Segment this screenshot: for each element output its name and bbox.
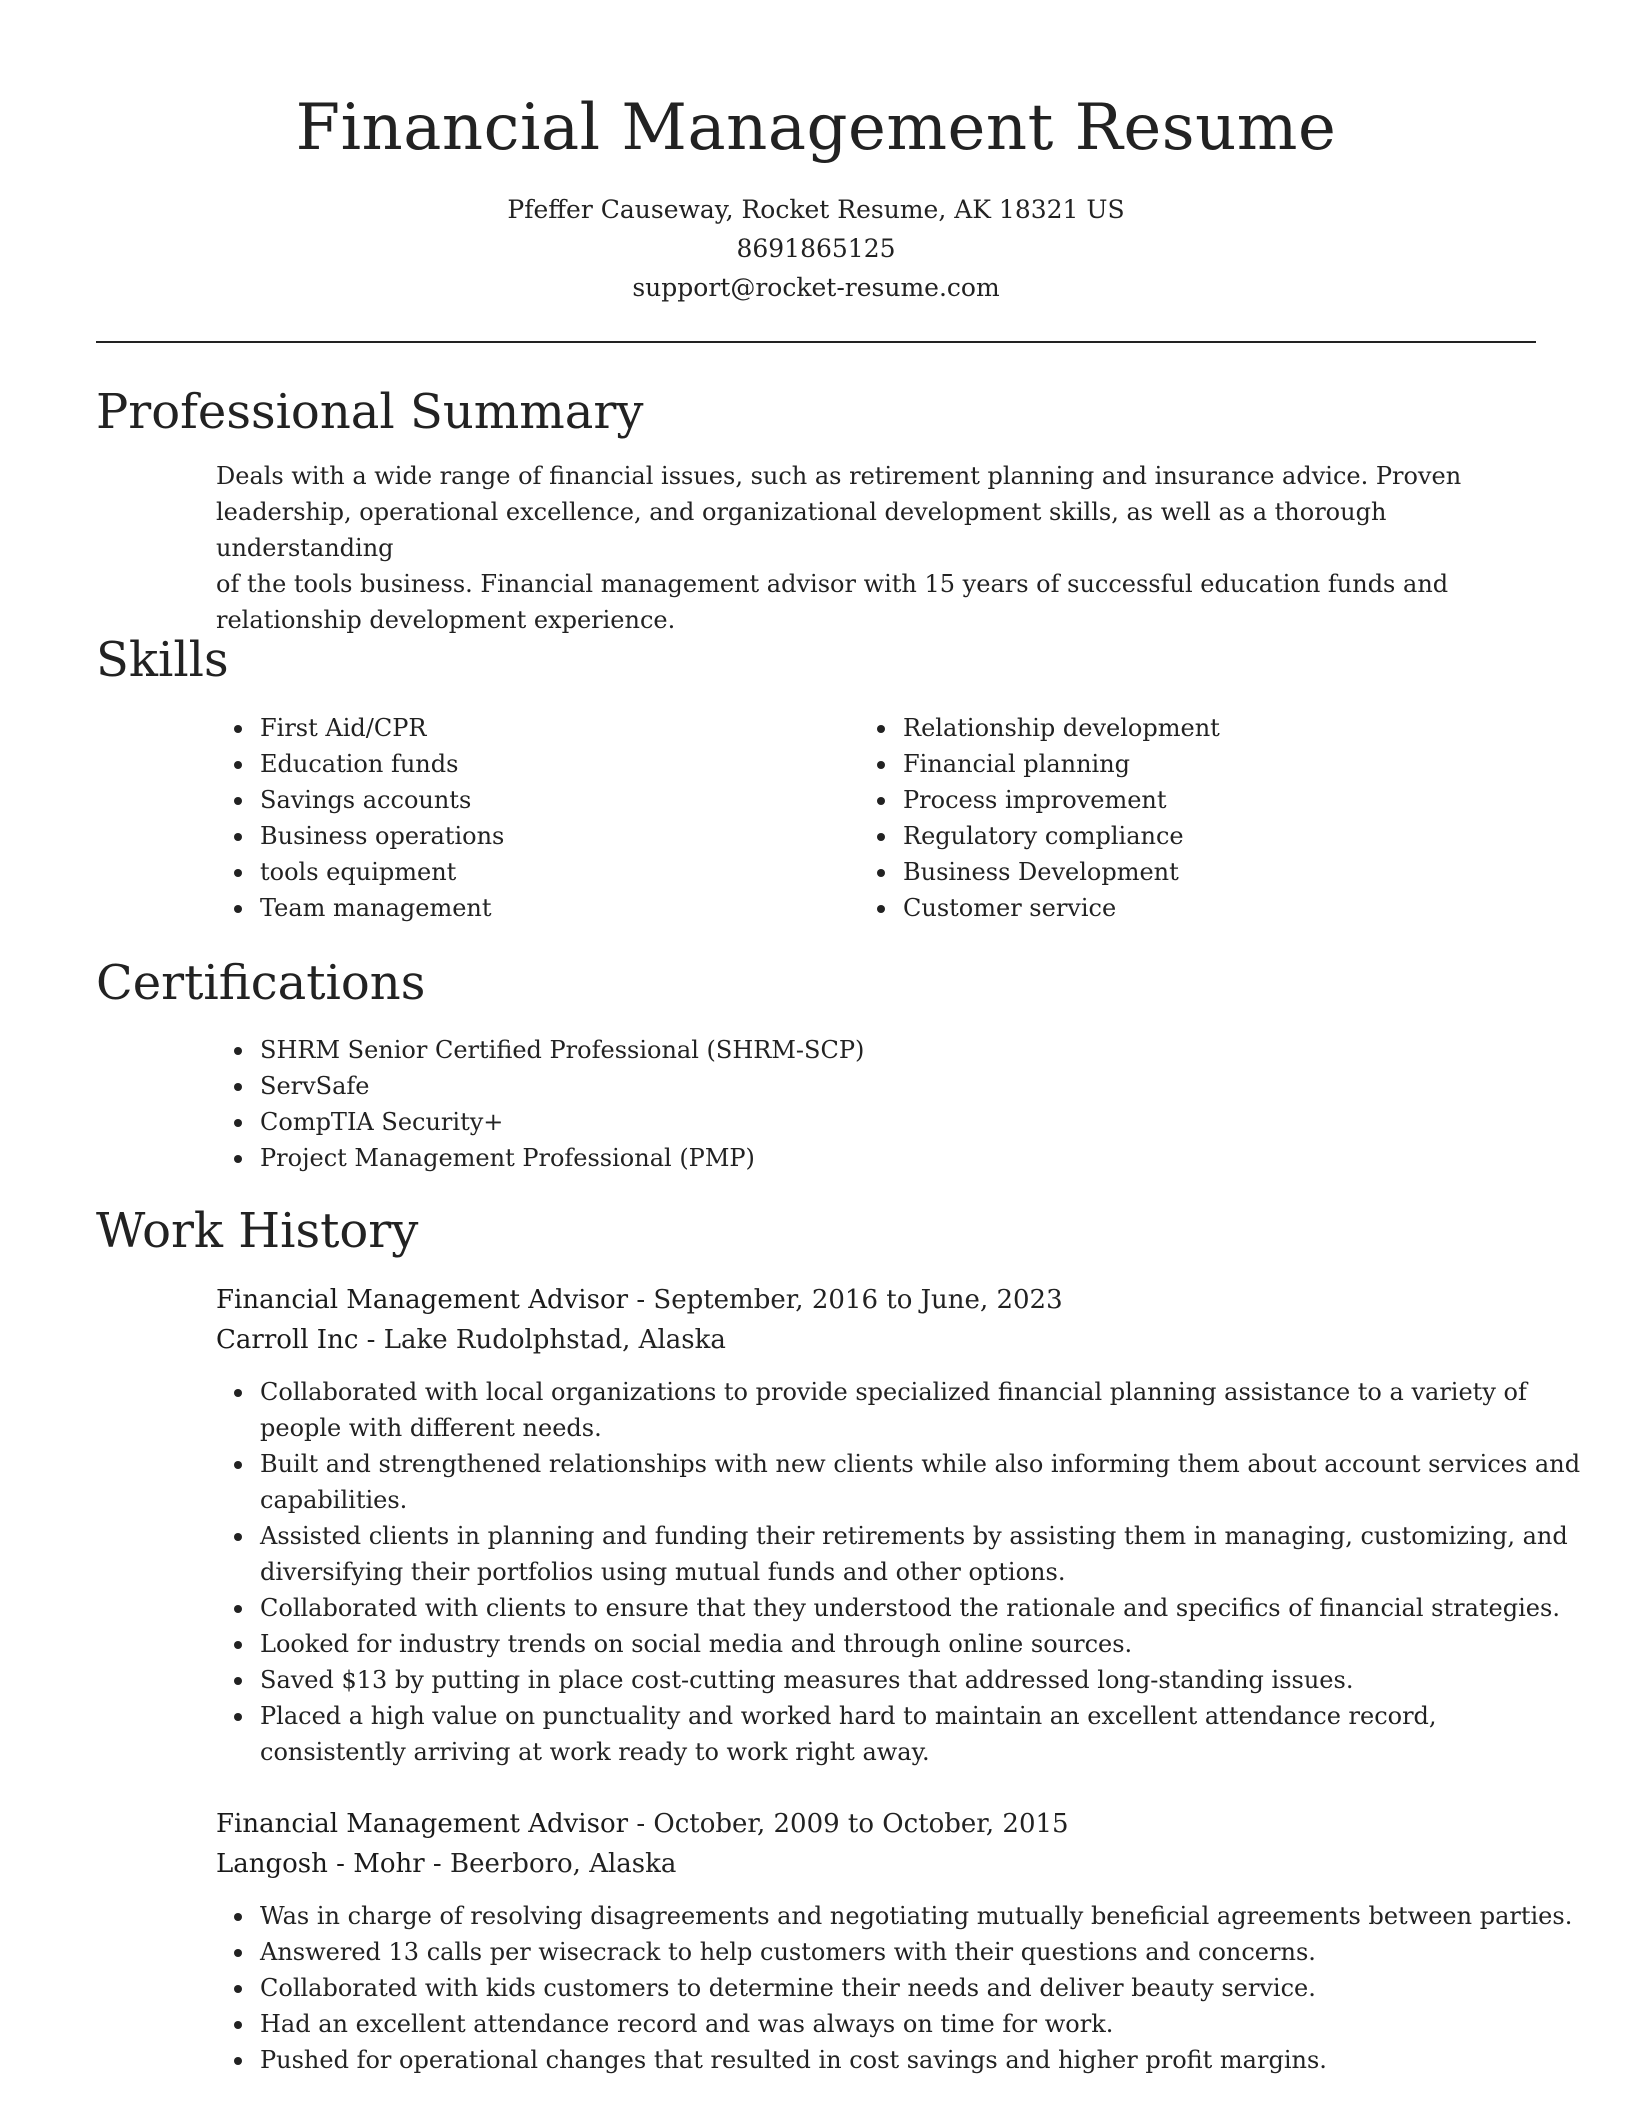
job-header	[216, 1804, 1516, 1884]
skill-item: Education funds	[260, 746, 820, 782]
skill-item: Team management	[260, 890, 820, 926]
skill-item: First Aid/CPR	[260, 710, 820, 746]
certification-item: SHRM Senior Certified Professional (SHRM-SCP)	[260, 1032, 1460, 1068]
summary-line: Deals with a wide range of financial issues, such as retirement planning and insurance advice. Proven	[216, 462, 1462, 490]
job-bullet: Built and strengthened relationships with new clients while also informing them about account services and capabilities.	[260, 1446, 1590, 1518]
contact-email: support@rocket-resume.com	[632, 273, 1000, 302]
contact-address: Pfeffer Causeway, Rocket Resume, AK 18321 US	[507, 195, 1125, 224]
job-company: Carroll Inc	[216, 1325, 359, 1355]
job-bullet: Had an excellent attendance record and was always on time for work.	[260, 2006, 1590, 2042]
skill-item: tools equipment	[260, 854, 820, 890]
summary-line: of the tools business. Financial management advisor with 15 years of successful education funds and	[216, 570, 1449, 598]
certification-item: CompTIA Security+	[260, 1104, 1460, 1140]
skills-heading: Skills	[96, 632, 229, 688]
job-role: Financial Management Advisor	[216, 1285, 629, 1315]
contact-block	[96, 190, 1536, 307]
work-history-heading: Work History	[96, 1203, 419, 1259]
job-dates: - September, 2016 to June, 2023	[628, 1285, 1063, 1315]
certifications-heading: Certifications	[96, 955, 426, 1011]
job-title-line	[216, 1280, 1516, 1320]
header-divider	[96, 341, 1536, 343]
job-bullet: Answered 13 calls per wisecrack to help customers with their questions and concerns.	[260, 1934, 1590, 1970]
job-bullets	[216, 1374, 1590, 1770]
job-title-line	[216, 1804, 1516, 1844]
skill-item: Process improvement	[903, 782, 1503, 818]
job-location: - Beerboro, Alaska	[424, 1849, 677, 1879]
skill-item: Relationship development	[903, 710, 1503, 746]
summary-line: leadership, operational excellence, and organizational development skills, as well as a thorough understanding	[216, 498, 1387, 562]
job-bullet: Placed a high value on punctuality and worked hard to maintain an excellent attendance record, consistently arriving at work ready to work right away.	[260, 1698, 1590, 1770]
resume-title: Financial Management Resume	[295, 91, 1337, 165]
skill-item: Customer service	[903, 890, 1503, 926]
job-bullets	[216, 1898, 1590, 2078]
skills-list-right	[859, 710, 1503, 926]
job-bullet: Collaborated with local organizations to provide specialized financial planning assistance to a variety of people with different needs.	[260, 1374, 1590, 1446]
summary-line: relationship development experience.	[216, 606, 676, 634]
skill-item: Business Development	[903, 854, 1503, 890]
job-company-line	[216, 1320, 1516, 1360]
job-header	[216, 1280, 1516, 1360]
job-bullet: Assisted clients in planning and funding their retirements by assisting them in managing, customizing, and diversifying their portfolios using mutual funds and other options.	[260, 1518, 1590, 1590]
job-bullet: Pushed for operational changes that resulted in cost savings and higher profit margins.	[260, 2042, 1590, 2078]
skill-item: Business operations	[260, 818, 820, 854]
job-bullet: Saved $13 by putting in place cost-cutting measures that addressed long-standing issues.	[260, 1662, 1590, 1698]
certifications-list	[216, 1032, 1460, 1176]
certification-item: Project Management Professional (PMP)	[260, 1140, 1460, 1176]
job-bullet: Was in charge of resolving disagreements and negotiating mutually beneficial agreements between parties.	[260, 1898, 1590, 1934]
job-location: - Lake Rudolphstad, Alaska	[358, 1325, 726, 1355]
summary-text	[216, 458, 1546, 638]
contact-phone: 8691865125	[736, 234, 896, 263]
summary-heading: Professional Summary	[96, 384, 644, 440]
job-bullet: Collaborated with clients to ensure that they understood the rationale and specifics of financial strategies.	[260, 1590, 1590, 1626]
job-company: Langosh - Mohr	[216, 1849, 425, 1879]
job-role: Financial Management Advisor	[216, 1809, 629, 1839]
job-dates: - October, 2009 to October, 2015	[628, 1809, 1069, 1839]
skill-item: Savings accounts	[260, 782, 820, 818]
job-bullet: Collaborated with kids customers to determine their needs and deliver beauty service.	[260, 1970, 1590, 2006]
skill-item: Regulatory compliance	[903, 818, 1503, 854]
certification-item: ServSafe	[260, 1068, 1460, 1104]
skills-list-left	[216, 710, 820, 926]
job-company-line	[216, 1844, 1516, 1884]
skill-item: Financial planning	[903, 746, 1503, 782]
job-bullet: Looked for industry trends on social media and through online sources.	[260, 1626, 1590, 1662]
